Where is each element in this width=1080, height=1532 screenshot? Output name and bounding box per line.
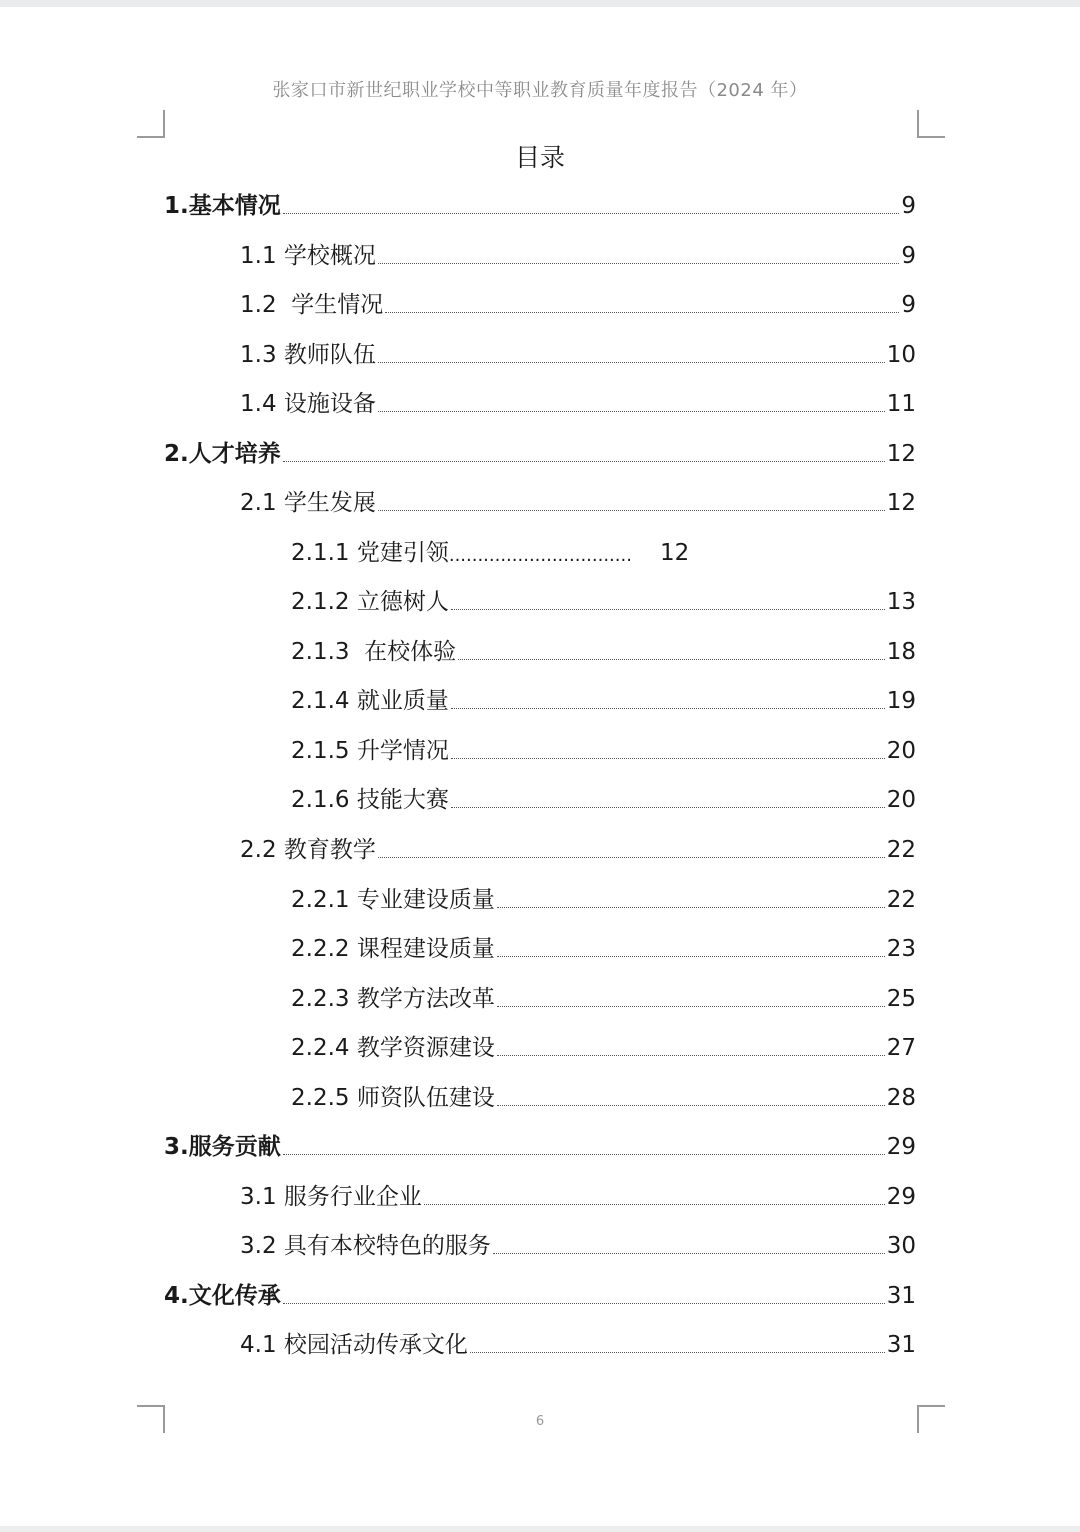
toc-entry-page: 27 bbox=[886, 1035, 916, 1061]
top-bar bbox=[0, 0, 1080, 7]
toc-entry-page: 12 bbox=[886, 490, 916, 516]
toc-entry-page: 19 bbox=[886, 688, 916, 714]
toc-entry-label: 4.1 校园活动传承文化 bbox=[240, 1332, 468, 1358]
toc-entry[interactable] bbox=[291, 574, 916, 614]
toc-entry-label: 2.1 学生发展 bbox=[240, 490, 376, 516]
running-header: 张家口市新世纪职业学校中等职业教育质量年度报告（2024 年） bbox=[272, 80, 808, 101]
toc-entry[interactable] bbox=[291, 723, 916, 763]
leader-dots bbox=[378, 856, 885, 858]
crop-mark-top-right bbox=[917, 110, 945, 138]
leader-dots bbox=[283, 460, 885, 462]
toc-entry-page: 28 bbox=[886, 1085, 916, 1111]
toc-entry[interactable] bbox=[164, 1119, 916, 1159]
toc-entry[interactable] bbox=[240, 475, 916, 515]
toc-entry-label: 2.1.5 升学情况 bbox=[291, 738, 449, 764]
bottom-bar bbox=[0, 1526, 1080, 1532]
toc-entry-label: 2.1.4 就业质量 bbox=[291, 688, 449, 714]
toc-entry-page: 18 bbox=[886, 639, 916, 665]
crop-mark-top-left bbox=[137, 110, 165, 138]
toc-entry-page: 23 bbox=[886, 936, 916, 962]
toc-entry-label: 2.2.5 师资队伍建设 bbox=[291, 1085, 495, 1111]
toc-entry-label: 3.服务贡献 bbox=[164, 1134, 281, 1160]
toc-entry-page: 12 bbox=[886, 441, 916, 467]
leader-dots bbox=[451, 608, 885, 610]
leader-dots bbox=[283, 1153, 885, 1155]
leader-dots bbox=[458, 658, 885, 660]
toc-entry-page: 22 bbox=[886, 887, 916, 913]
toc-entry-label: 2.人才培养 bbox=[164, 441, 281, 467]
leader-dots bbox=[424, 1203, 885, 1205]
toc-entry[interactable] bbox=[291, 525, 689, 565]
toc-entry-label: 2.2 教育教学 bbox=[240, 837, 376, 863]
toc-entry-page: 29 bbox=[886, 1184, 916, 1210]
toc-entry[interactable] bbox=[164, 178, 916, 218]
toc-entry-page: 20 bbox=[886, 787, 916, 813]
leader-dots bbox=[378, 410, 885, 412]
toc-entry-label: 1.4 设施设备 bbox=[240, 391, 376, 417]
toc-entry[interactable] bbox=[240, 327, 916, 367]
toc-entry[interactable] bbox=[291, 971, 916, 1011]
leader-dots bbox=[497, 1005, 885, 1007]
leader-dots bbox=[378, 361, 885, 363]
leader-dots bbox=[283, 1302, 885, 1304]
toc-entry-page: 30 bbox=[886, 1233, 916, 1259]
toc-entry[interactable] bbox=[240, 277, 916, 317]
leader-dots bbox=[497, 955, 885, 957]
toc-entry[interactable] bbox=[240, 376, 916, 416]
toc-entry-label: 2.1.1 党建引领 bbox=[291, 540, 449, 566]
toc-entry-label: 2.2.2 课程建设质量 bbox=[291, 936, 495, 962]
toc-entry-page: 13 bbox=[886, 589, 916, 615]
leader-dots bbox=[451, 806, 885, 808]
toc-entry-label: 2.1.2 立德树人 bbox=[291, 589, 449, 615]
leader-dots bbox=[497, 1104, 885, 1106]
toc-entry[interactable] bbox=[291, 872, 916, 912]
toc-entry[interactable] bbox=[291, 772, 916, 812]
leader-dots bbox=[283, 212, 900, 214]
toc-entry[interactable] bbox=[240, 822, 916, 862]
toc-title: 目录 bbox=[514, 143, 565, 172]
leader-dots bbox=[497, 906, 885, 908]
toc-entry-label: 3.1 服务行业企业 bbox=[240, 1184, 422, 1210]
toc-entry-label: 4.文化传承 bbox=[164, 1283, 281, 1309]
leader-dots bbox=[493, 1252, 885, 1254]
toc-entry[interactable] bbox=[291, 673, 916, 713]
page-number: 6 bbox=[535, 1414, 545, 1429]
leader-dots bbox=[451, 707, 885, 709]
toc-entry-label: 1.3 教师队伍 bbox=[240, 342, 376, 368]
toc-entry-label: 1.2 学生情况 bbox=[240, 292, 384, 318]
toc-entry[interactable] bbox=[240, 1169, 916, 1209]
toc-entry-label: 2.2.1 专业建设质量 bbox=[291, 887, 495, 913]
toc-entry-label: 1.基本情况 bbox=[164, 193, 281, 219]
toc-entry-label: 3.2 具有本校特色的服务 bbox=[240, 1233, 491, 1259]
leader-dots bbox=[378, 262, 899, 264]
leader-dots bbox=[497, 1054, 885, 1056]
toc-entry[interactable] bbox=[240, 1317, 916, 1357]
toc-entry[interactable] bbox=[291, 921, 916, 961]
leader-dots bbox=[385, 311, 899, 313]
leader-dots bbox=[451, 757, 885, 759]
toc-entry[interactable] bbox=[240, 228, 916, 268]
toc-entry-page: 31 bbox=[886, 1332, 916, 1358]
toc-entry[interactable] bbox=[240, 1218, 916, 1258]
toc-entry[interactable] bbox=[291, 1020, 916, 1060]
toc-entry-page: 10 bbox=[886, 342, 916, 368]
toc-entry-label: 2.2.4 教学资源建设 bbox=[291, 1035, 495, 1061]
toc-entry-page: 22 bbox=[886, 837, 916, 863]
toc-entry-label: 2.2.3 教学方法改革 bbox=[291, 986, 495, 1012]
leader-dots bbox=[470, 1351, 885, 1353]
toc-entry-label: 2.1.6 技能大赛 bbox=[291, 787, 449, 813]
toc-entry-page: 29 bbox=[886, 1134, 916, 1160]
toc-entry-page: 12 bbox=[659, 540, 690, 566]
toc-entry-label: 1.1 学校概况 bbox=[240, 243, 376, 269]
toc-entry-page: 9 bbox=[901, 243, 916, 269]
toc-entry-page: 11 bbox=[886, 391, 916, 417]
toc-entry[interactable] bbox=[291, 1070, 916, 1110]
toc-entry-page: 31 bbox=[886, 1283, 916, 1309]
toc-entry[interactable] bbox=[164, 426, 916, 466]
toc-entry[interactable] bbox=[291, 624, 916, 664]
toc-entry-page: 20 bbox=[886, 738, 916, 764]
toc-entry-page: 9 bbox=[901, 292, 916, 318]
toc-entry-page: 9 bbox=[901, 193, 916, 219]
leader-dots: ................................ bbox=[448, 545, 632, 566]
toc-entry-label: 2.1.3 在校体验 bbox=[291, 639, 457, 665]
toc-entry[interactable] bbox=[164, 1268, 916, 1308]
leader-dots bbox=[378, 509, 885, 511]
toc-entry-page: 25 bbox=[886, 986, 916, 1012]
